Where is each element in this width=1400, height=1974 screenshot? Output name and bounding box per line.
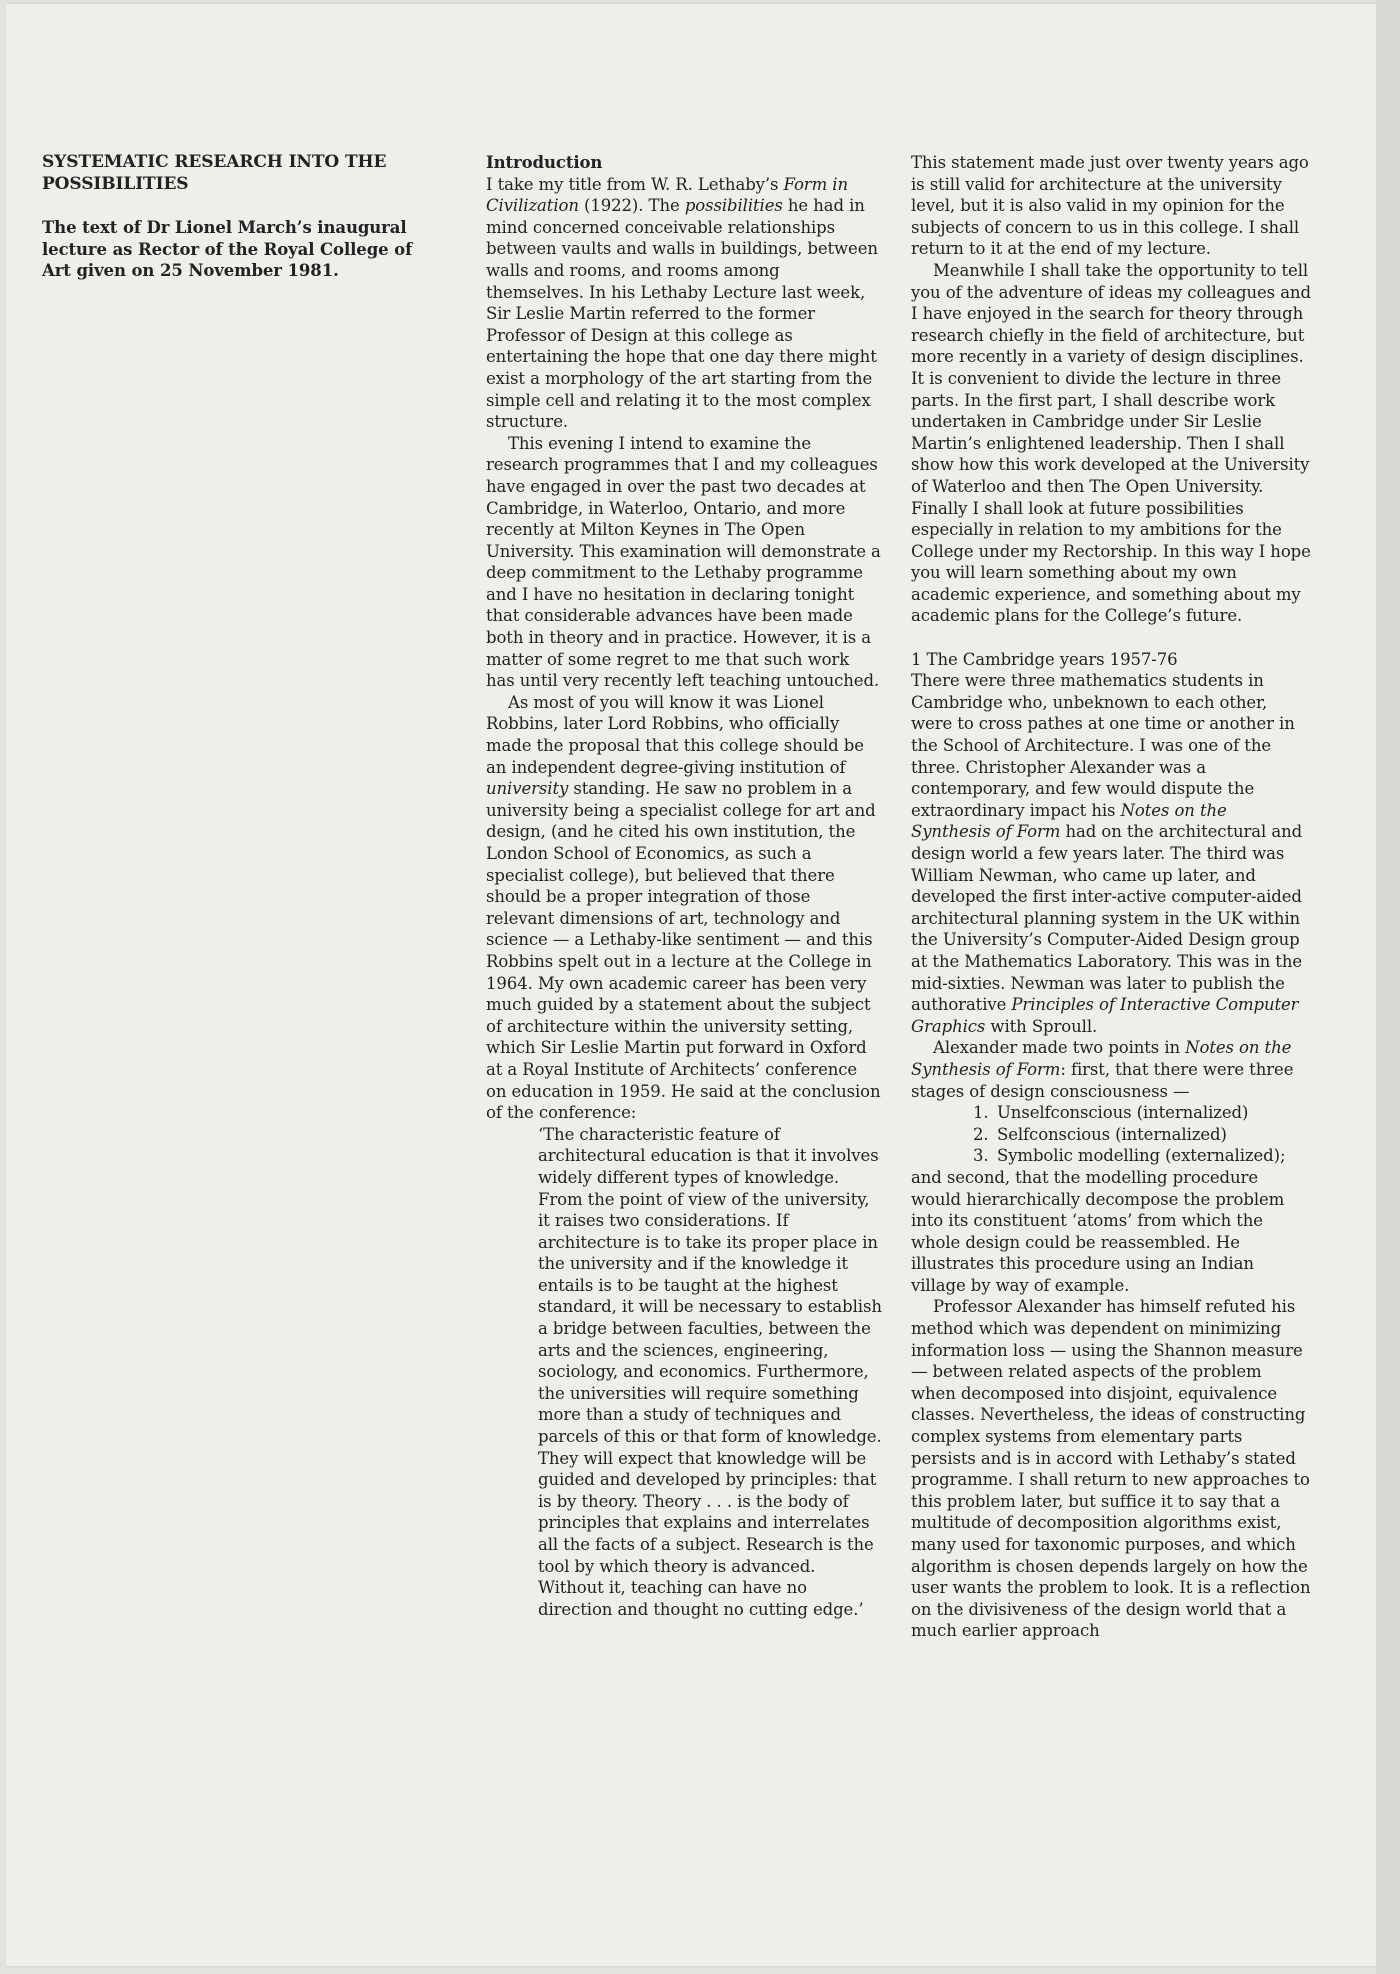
page-edge	[1376, 0, 1400, 1974]
block-quote	[538, 1124, 882, 1621]
section-heading-introduction: Introduction	[486, 153, 603, 172]
paragraph-intro-2: This evening I intend to examine the research programmes that I and my colleagues have engaged in over the past two decades at Cambridge, in Waterloo, Ontario, and more recently at Milton Keynes in The Open University. This examination will demonstrate a deep commitment to the Lethaby programme and I have no hesitation in declaring tonight that considerable advances have been made both in theory and in practice. However, it is a matter of some regret to me that such work has until very recently left teaching untouched.	[486, 433, 881, 691]
consciousness-list	[973, 1102, 1311, 1167]
section-heading-cambridge: 1 The Cambridge years 1957-76	[911, 649, 1178, 669]
paragraph-cambridge-2: Alexander made two points in Notes on the Synthesis of Form: first, that there were three stages of design consciousness —	[911, 1038, 1294, 1101]
article-title: SYSTEMATIC RESEARCH INTO THE POSSIBILITIES	[42, 152, 387, 194]
column-left	[42, 152, 432, 282]
column-middle	[486, 152, 882, 1620]
article-subtitle: The text of Dr Lionel March’s inaugural lecture as Rector of the Royal College of Art given on 25 November 1981.	[42, 218, 413, 281]
list-item: 2. Selfconscious (internalized)	[973, 1124, 1227, 1144]
paragraph-cambridge-3: and second, that the modelling procedure would hierarchically decompose the problem into its constituent ‘atoms’ from which the whole design could be reassembled. He illustrates this procedure using an Indian village by way of example.	[911, 1167, 1285, 1295]
column-right	[911, 152, 1311, 1642]
paragraph-statement: This statement made just over twenty years ago is still valid for architecture at the university level, but it is also valid in my opinion for the subjects of concern to us in this college. I shall return to it at the end of my lecture.	[911, 153, 1309, 259]
quote-text: ‘The characteristic feature of architectural education is that it involves widely different types of knowledge. From the point of view of the university, it raises two considerations. If architecture is to take its proper place in the university and if the knowledge it entails is to be taught at the highest standard, it will be necessary to establish a bridge between faculties, between the arts and the sciences, engineering, sociology, and economics. Furthermore, the universities will require something more than a study of techniques and parcels of this or that form of knowledge. They will expect that knowledge will be guided and developed by principles: that is by theory. Theory . . . is the body of principles that explains and interrelates all the facts of a subject. Research is the tool by which theory is advanced. Without it, teaching can have no direction and thought no cutting edge.’	[538, 1124, 882, 1619]
paragraph-intro-1: I take my title from W. R. Lethaby’s Form in Civilization (1922). The possibilities he had in mind concerned conceivable relationships between vaults and walls in buildings, between walls and rooms, and rooms among themselves. In his Lethaby Lecture last week, Sir Leslie Martin referred to the former Professor of Design at this college as entertaining the hope that one day there might exist a morphology of the art starting from the simple cell and relating it to the most complex structure.	[486, 174, 878, 432]
paragraph-cambridge-4: Professor Alexander has himself refuted his method which was dependent on minimizing information loss — using the Shannon measure — between related aspects of the problem when decomposed into disjoint, equivalence classes. Nevertheless, the ideas of constructing complex systems from elementary parts persists and is in accord with Lethaby’s stated programme. I shall return to new approaches to this problem later, but suffice it to say that a multitude of decomposition algorithms exist, many used for taxonomic purposes, and which algorithm is chosen depends largely on how the user wants the problem to look. It is a reflection on the divisiveness of the design world that a much earlier approach	[911, 1297, 1311, 1641]
list-item: 1. Unselfconscious (internalized)	[973, 1103, 1249, 1123]
section-gap	[911, 627, 1311, 649]
paragraph-cambridge-1: There were three mathematics students in Cambridge who, unbeknown to each other, were to cross pathes at one time or another in the School of Architecture. I was one of the three. Christopher Alexander was a contemporary, and few would dispute the extraordinary impact his Notes on the Synthesis of Form had on the architectural and design world a few years later. The third was William Newman, who came up later, and developed the first inter-active computer-aided architectural planning system in the UK within the University’s Computer-Aided Design group at the Mathematics Laboratory. This was in the mid-sixties. Newman was later to publish the authorative Principles of Interactive Computer Graphics with Sproull.	[911, 671, 1303, 1036]
paragraph-intro-3: As most of you will know it was Lionel Robbins, later Lord Robbins, who officially made the proposal that this college should be an independent degree-giving institution of university standing. He saw no problem in a university being a specialist college for art and design, (and he cited his own institution, the London School of Economics, as such a specialist college), but believed that there should be a proper integration of those relevant dimensions of art, technology and science — a Lethaby-like sentiment — and this Robbins spelt out in a lecture at the College in 1964. My own academic career has been very much guided by a statement about the subject of architecture within the university setting, which Sir Leslie Martin put forward in Oxford at a Royal Institute of Architects’ conference on education in 1959. He said at the conclusion of the conference:	[486, 692, 881, 1123]
list-item: 3. Symbolic modelling (externalized);	[973, 1146, 1286, 1166]
paragraph-meanwhile: Meanwhile I shall take the opportunity to tell you of the adventure of ideas my colleagues and I have enjoyed in the search for theory through research chiefly in the field of architecture, but more recently in a variety of design disciplines. It is convenient to divide the lecture in three parts. In the first part, I shall describe work undertaken in Cambridge under Sir Leslie Martin’s enlightened leadership. Then I shall show how this work developed at the University of Waterloo and then The Open University. Finally I shall look at future possibilities especially in relation to my ambitions for the College under my Rectorship. In this way I hope you will learn something about my own academic experience, and something about my academic plans for the College’s future.	[911, 260, 1311, 626]
